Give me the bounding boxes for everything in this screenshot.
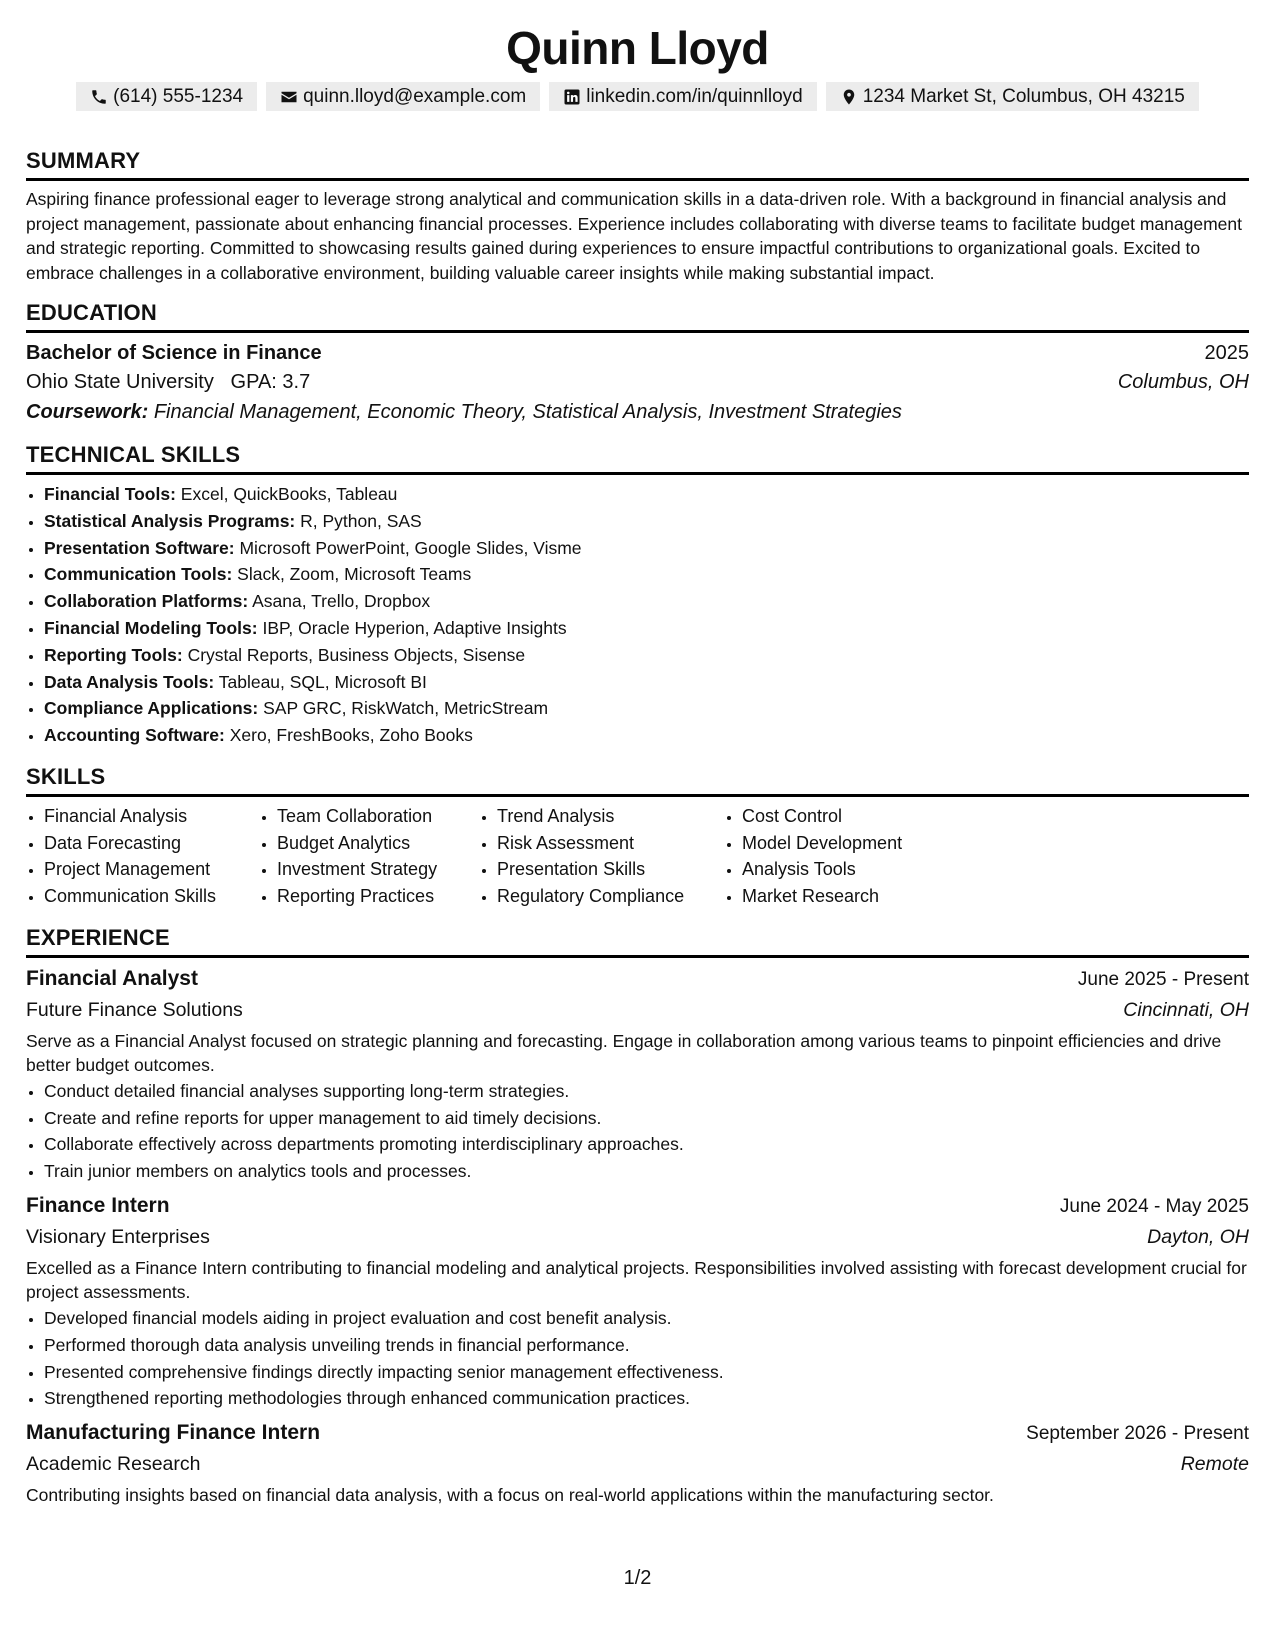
experience-section	[26, 924, 1249, 1508]
list-item: • Cost Control	[742, 803, 962, 830]
skill-values: SAP GRC, RiskWatch, MetricStream	[263, 698, 549, 719]
section-divider	[26, 178, 1249, 181]
skill-values: IBP, Oracle Hyperion, Adaptive Insights	[262, 617, 567, 638]
list-item: • Risk Assessment	[497, 830, 724, 857]
list-item	[44, 642, 1249, 669]
section-divider	[26, 794, 1249, 797]
list-item	[44, 588, 1249, 615]
job-entry	[26, 1191, 1249, 1412]
contact-email[interactable]	[266, 82, 540, 111]
job-date: September 2026 - Present	[1026, 1423, 1249, 1445]
list-item: • Reporting Practices	[277, 883, 479, 910]
candidate-name: Quinn Lloyd	[506, 22, 769, 74]
skills-column	[479, 803, 724, 910]
skill-values: Microsoft PowerPoint, Google Slides, Visme	[239, 537, 582, 558]
list-item: • Trend Analysis	[497, 803, 724, 830]
technical-skills-list	[26, 481, 1249, 749]
skill-category: Compliance Applications:	[44, 698, 259, 719]
list-item	[44, 535, 1249, 562]
experience-heading: EXPERIENCE	[26, 924, 170, 950]
phone-icon	[90, 88, 108, 106]
job-title: Financial Analyst	[26, 966, 198, 990]
skill-category: Accounting Software:	[44, 725, 225, 746]
skills-column	[724, 803, 962, 910]
list-item: • Presented comprehensive findings directly impacting senior management effectiveness.	[44, 1359, 1249, 1386]
skills-grid	[26, 803, 1249, 910]
education-degree: Bachelor of Science in Finance	[26, 342, 322, 364]
section-divider	[26, 955, 1249, 958]
education-location: Columbus, OH	[1117, 371, 1249, 393]
section-divider	[26, 472, 1249, 475]
list-item: • Investment Strategy	[277, 856, 479, 883]
education-coursework	[26, 397, 1249, 427]
list-item	[44, 508, 1249, 535]
contact-linkedin-text: linkedin.com/in/quinnlloyd	[586, 86, 803, 107]
job-date: June 2024 - May 2025	[1059, 1195, 1249, 1217]
list-item	[44, 695, 1249, 722]
skill-category: Reporting Tools:	[44, 644, 183, 665]
summary-section	[26, 147, 1249, 285]
job-location: Cincinnati, OH	[1123, 998, 1249, 1021]
summary-heading: SUMMARY	[26, 148, 141, 173]
coursework-label: Coursework:	[26, 401, 149, 423]
list-item: • Presentation Skills	[497, 856, 724, 883]
skill-values: Asana, Trello, Dropbox	[252, 591, 431, 612]
job-entry	[26, 964, 1249, 1185]
education-school-line	[26, 368, 310, 397]
job-description: Excelled as a Finance Intern contributing to financial modeling and analytical projects. Responsibilities involved assisting with forecast development crucial for project assessments.	[26, 1257, 1247, 1303]
skill-category: Data Analysis Tools:	[44, 671, 215, 692]
job-location: Dayton, OH	[1147, 1225, 1249, 1248]
skill-category: Statistical Analysis Programs:	[44, 510, 296, 531]
job-description: Serve as a Financial Analyst focused on strategic planning and forecasting. Engage in collaboration among various teams to pinpoint efficiencies and drive better budget outcomes.	[26, 1030, 1222, 1076]
job-company: Future Finance Solutions	[26, 998, 243, 1021]
list-item	[44, 481, 1249, 508]
contact-phone[interactable]	[76, 82, 257, 111]
list-item	[44, 669, 1249, 696]
job-date: June 2025 - Present	[1077, 968, 1249, 990]
skill-category: Presentation Software:	[44, 537, 235, 558]
skill-values: Slack, Zoom, Microsoft Teams	[237, 564, 472, 585]
skills-column	[259, 803, 479, 910]
list-item: • Create and refine reports for upper management to aid timely decisions.	[44, 1105, 1249, 1132]
contact-address-text: 1234 Market St, Columbus, OH 43215	[862, 86, 1185, 107]
list-item: • Financial Analysis	[44, 803, 259, 830]
list-item	[44, 561, 1249, 588]
map-pin-icon	[840, 88, 858, 106]
list-item: • Analysis Tools	[742, 856, 962, 883]
education-heading: EDUCATION	[26, 300, 157, 325]
list-item: • Performed thorough data analysis unveiling trends in financial performance.	[44, 1332, 1249, 1359]
education-section	[26, 299, 1249, 427]
linkedin-icon	[563, 88, 581, 106]
coursework-list: Financial Management, Economic Theory, Statistical Analysis, Investment Strategies	[153, 401, 902, 423]
job-company: Academic Research	[26, 1453, 201, 1476]
summary-text: Aspiring finance professional eager to leverage strong analytical and communication skills in a data-driven role. With a background in financial analysis and project management, passionate about enhancing financial processes. Experience includes collaborating with diverse teams to facilitate budget management and strategic reporting. Committed to showcasing results gained during experiences to ensure impactful contributions to organizational goals. Excited to embrace challenges in a collaborative environment, building valuable career insights while making substantial impact.	[26, 189, 1243, 283]
list-item: • Collaborate effectively across departments promoting interdisciplinary approaches.	[44, 1131, 1249, 1158]
skill-category: Financial Modeling Tools:	[44, 617, 258, 638]
skill-category: Communication Tools:	[44, 564, 233, 585]
skill-values: Tableau, SQL, Microsoft BI	[218, 671, 427, 692]
job-company: Visionary Enterprises	[26, 1225, 210, 1248]
skill-category: Collaboration Platforms:	[44, 591, 249, 612]
skill-category: Financial Tools:	[44, 484, 176, 504]
contact-linkedin[interactable]	[549, 82, 817, 111]
job-bullets	[26, 1078, 1249, 1185]
skill-values: Xero, FreshBooks, Zoho Books	[229, 725, 473, 746]
technical-skills-section	[26, 441, 1249, 749]
list-item: • Developed financial models aiding in project evaluation and cost benefit analysis.	[44, 1305, 1249, 1332]
list-item: • Model Development	[742, 830, 962, 857]
job-description: Contributing insights based on financial data analysis, with a focus on real-world applications within the manufacturing sector.	[26, 1485, 994, 1506]
list-item: • Communication Skills	[44, 883, 259, 910]
list-item: • Train junior members on analytics tools and processes.	[44, 1158, 1249, 1185]
skills-heading: SKILLS	[26, 763, 106, 789]
list-item: • Market Research	[742, 883, 962, 910]
skill-values: R, Python, SAS	[300, 510, 422, 531]
education-gpa: GPA: 3.7	[230, 371, 311, 393]
skills-section	[26, 763, 1249, 910]
skill-values: Crystal Reports, Business Objects, Sisense	[187, 644, 526, 665]
list-item	[44, 722, 1249, 749]
education-date: 2025	[1204, 342, 1249, 364]
envelope-icon	[280, 88, 298, 106]
resume-page	[26, 0, 1249, 1508]
job-location: Remote	[1180, 1453, 1249, 1476]
contact-address	[826, 82, 1199, 111]
list-item	[44, 615, 1249, 642]
list-item: • Strengthened reporting methodologies through enhanced communication practices.	[44, 1385, 1249, 1412]
section-divider	[26, 330, 1249, 333]
job-bullets	[26, 1305, 1249, 1412]
list-item: • Conduct detailed financial analyses supporting long-term strategies.	[44, 1078, 1249, 1105]
list-item: • Budget Analytics	[277, 830, 479, 857]
job-title: Finance Intern	[26, 1193, 170, 1217]
contact-email-text: quinn.lloyd@example.com	[303, 86, 527, 107]
contact-bar	[26, 82, 1249, 111]
skills-column	[26, 803, 259, 910]
list-item: • Team Collaboration	[277, 803, 479, 830]
skill-values: Excel, QuickBooks, Tableau	[180, 484, 398, 504]
page-number: 1/2	[623, 1567, 652, 1589]
job-entry	[26, 1418, 1249, 1508]
technical-skills-heading: TECHNICAL SKILLS	[26, 442, 241, 467]
education-school: Ohio State University	[26, 371, 214, 393]
list-item: • Project Management	[44, 856, 259, 883]
list-item: • Data Forecasting	[44, 830, 259, 857]
contact-phone-text: (614) 555-1234	[113, 86, 244, 107]
list-item: • Regulatory Compliance	[497, 883, 724, 910]
job-title: Manufacturing Finance Intern	[26, 1421, 321, 1445]
